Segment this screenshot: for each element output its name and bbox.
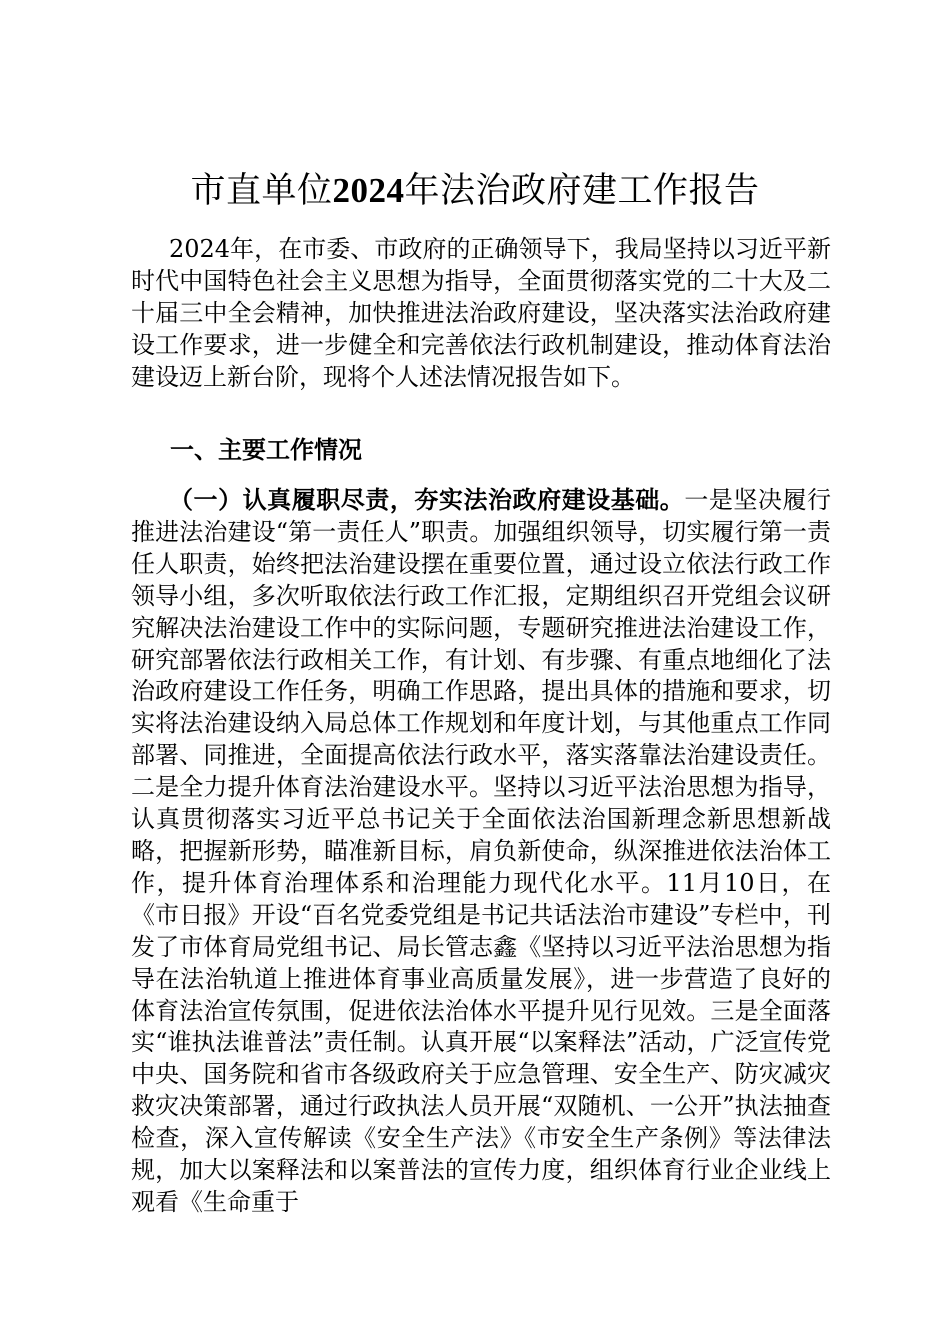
subsection-lead: （一）认真履职尽责，夯实法治政府建设基础。 [169, 485, 685, 514]
title-prefix: 市直单位 [190, 171, 333, 211]
subsection-body: 一是坚决履行推进法治建设“第一责任人”职责。加强组织领导，切实履行第一责任人职责，始终把法治建设摆在重要位置，通过设立依法行政工作领导小组，多次听取依法行政工作汇报，定期组织召开党组会议研究解决法治建设工作中的实际问题，专题研究推进法治建设工作，研究部署依法行政相关工作，有计划、有步骤、有重点地细化了法治政府建设工作任务，明确工作思路，提出具体的措施和要求，切实将法治建设纳入局总体工作规划和年度计划，与其他重点工作同部署、同推进，全面提高依法行政水平，落实落靠法治建设责任。二是全力提升体育法治建设水平。坚持以习近平法治思想为指导，认真贯彻落实习近平总书记关于全面依法治国新理念新思想新战略，把握新形势，瞄准新目标，肩负新使命，纵深推进依法治体工作，提升体育治理体系和治理能力现代化水平。11月10日，在《市日报》开设“百名党委党组是书记共话法治市建设”专栏中，刊发了市体育局党组书记、局长管志鑫《坚持以习近平法治思想为指导在法治轨道上推进体育事业高质量发展》，进一步营造了良好的体育法治宣传氛围，促进依法治体水平提升见行见效。三是全面落实“谁执法谁普法”责任制。认真开展“以案释法”活动，广泛宣传党中央、国务院和省市各级政府关于应急管理、安全生产、防灾减灾救灾决策部署，通过行政执法人员开展“双随机、一公开”执法抽查检查，深入宣传解读《安全生产法》《市安全生产条例》等法律法规，加大以案释法和以案普法的宣传力度，组织体育行业企业线上观看《生命重于 [131, 486, 832, 1216]
title-suffix: 年法治政府建工作报告 [404, 171, 760, 211]
section-heading: 一、主要工作情况 [170, 435, 362, 464]
title-year: 2024 [332, 171, 405, 210]
intro-paragraph: 2024年，在市委、市政府的正确领导下，我局坚持以习近平新时代中国特色社会主义思想为指导，全面贯彻落实党的二十大及二十届三中全会精神，加快推进法治政府建设，坚决落实法治政府建设工作要求，进一步健全和完善依法行政机制建设，推动体育法治建设迈上新台阶，现将个人述法情况报告如下。 [131, 235, 831, 391]
document-title [0, 168, 950, 214]
subsection-paragraph [131, 484, 831, 1219]
